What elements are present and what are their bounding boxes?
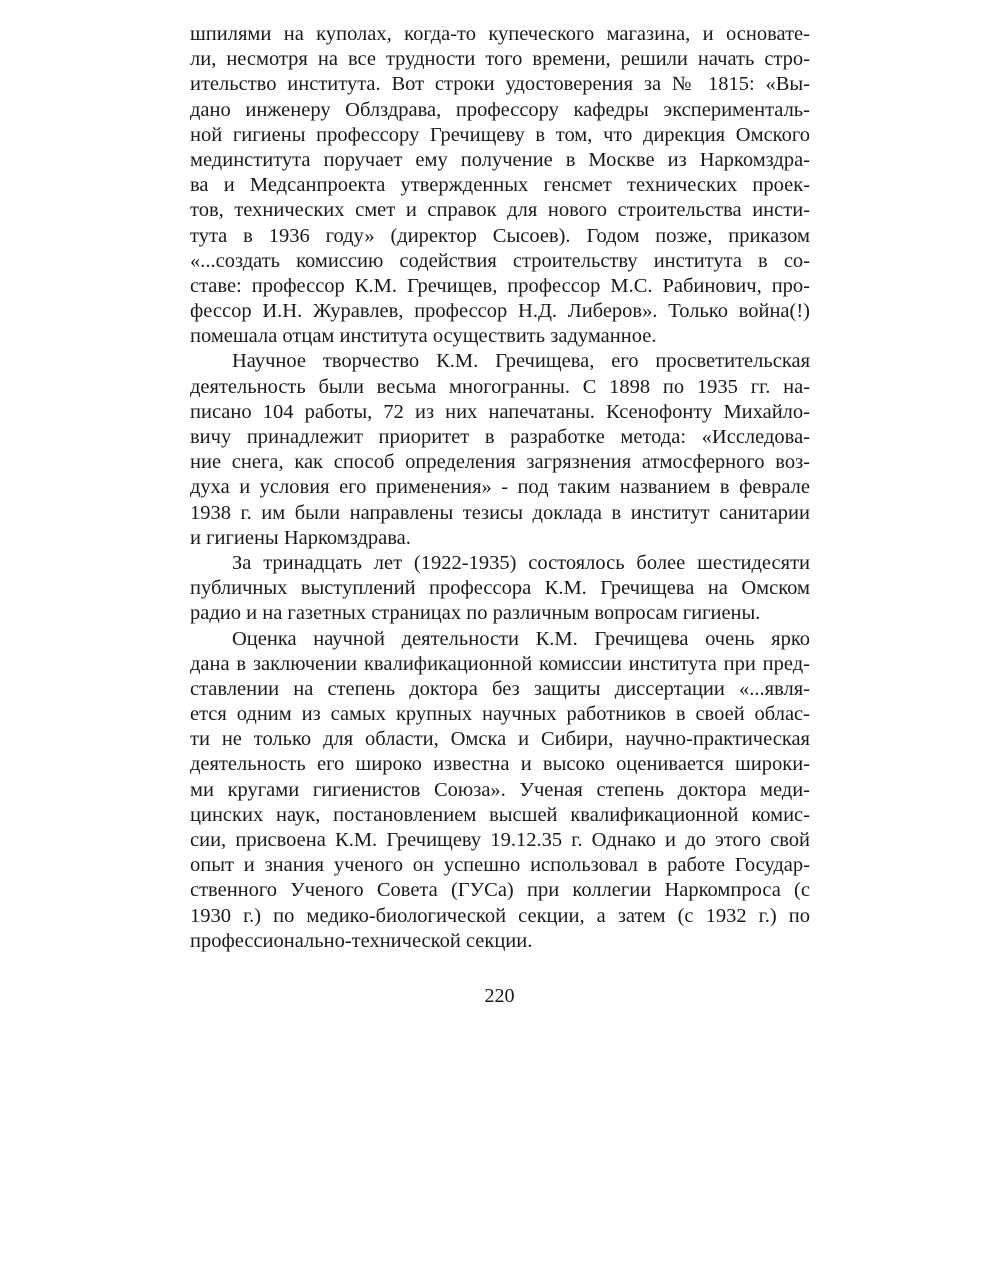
text-line: дана в заключении квалификационной комиссии института при пред- [190,652,810,675]
text-line: радио и на газетных страницах по различным вопросам гигиены. [190,602,761,625]
paragraph [190,349,810,551]
text-line: ли, несмотря на все трудности того времени, решили начать стро- [190,48,810,71]
page-number: 220 [484,985,515,1007]
text-line: писано 104 работы, 72 из них напечатаны. Ксенофонту Михайло- [190,400,810,423]
text-line: Оценка научной деятельности К.М. Гречищева очень ярко [232,627,810,650]
text-line: духа и условия его применения» - под таким названием в феврале [190,476,810,499]
text-line: 1938 г. им были направлены тезисы доклада в институт санитарии [190,501,810,524]
text-line: сии, присвоена К.М. Гречищеву 19.12.35 г. Однако и до этого свой [190,829,810,851]
paragraph [190,627,810,954]
text-line: дано инженеру Облздрава, профессору кафедры эксперименталь- [190,98,810,121]
text-line: мединститута поручает ему получение в Москве из Наркомздра- [190,148,810,171]
text-line: фессор И.Н. Журавлев, профессор Н.Д. Либеров». Только война(!) [190,300,810,323]
text-line: ти не только для области, Омска и Сибири, научно-практическая [190,728,810,751]
text-line: Научное творчество К.М. Гречищева, его просветительская [232,350,810,373]
text-line: деятельность его широко известна и высоко оценивается широки- [190,753,810,776]
text-line: профессионально-технической секции. [190,929,533,952]
text-line: 1930 г.) по медико-биологической секции, а затем (с 1932 г.) по [190,904,810,927]
text-line: ми кругами гигиенистов Союза». Ученая степень доктора меди- [190,778,810,801]
text-line: ставлении на степень доктора без защиты диссертации «...явля- [190,677,810,700]
text-line: тов, технических смет и справок для нового строительства инсти- [190,199,810,222]
text-line: «...создать комиссию содействия строительству института в со- [190,249,810,272]
text-line: тута в 1936 году» (директор Сысоев). Годом позже, приказом [190,224,810,247]
body-text [190,22,810,954]
paragraph [190,22,810,349]
text-line: ние снега, как способ определения загрязнения атмосферного воз- [190,451,810,474]
text-line: ственного Ученого Совета (ГУСа) при коллегии Наркомпроса (с [190,879,810,902]
text-line: ставе: профессор К.М. Гречищев, профессор М.С. Рабинович, про- [190,274,810,297]
text-line: деятельность были весьма многогранны. С 1898 по 1935 гг. на- [190,375,810,398]
text-line: ется одним из самых крупных научных работников в своей облас- [190,703,810,726]
text-line: шпилями на куполах, когда-то купеческого магазина, и основате- [190,23,810,45]
text-line: ва и Медсанпроекта утвержденных генсмет технических проек- [190,174,810,197]
text-line: цинских наук, постановлением высшей квалификационной комис- [190,803,810,826]
text-line: ительство института. Вот строки удостоверения за № 1815: «Вы- [190,73,810,96]
text-line: и гигиены Наркомздрава. [190,526,411,549]
paragraph [190,551,810,627]
text-line: ной гигиены профессору Гречищеву в том, что дирекция Омского [190,123,810,146]
text-line: помешала отцам института осуществить задуманное. [190,325,657,348]
text-line: За тринадцать лет (1922-1935) состоялось более шестидесяти [232,551,810,574]
text-line: опыт и знания ученого он успешно использовал в работе Государ- [190,854,810,877]
text-line: вичу принадлежит приоритет в разработке метода: «Исследова- [190,426,810,448]
text-line: публичных выступлений профессора К.М. Гречищева на Омском [190,577,810,600]
